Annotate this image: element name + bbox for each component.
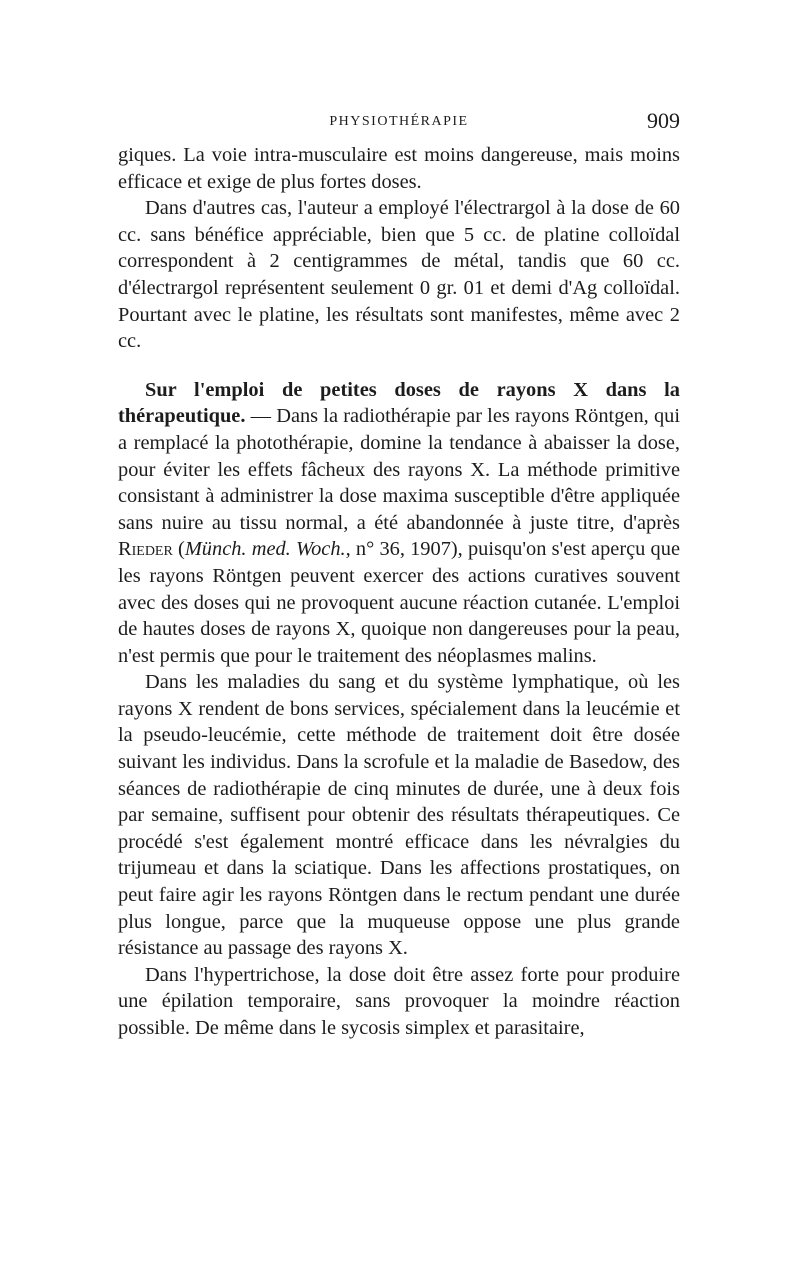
running-head [118,108,680,142]
paragraph-hypertrichose: Dans l'hypertrichose, la dose doit être assez forte pour produire une épilation temporaire, sans provoquer la moindre réaction possible. De même dans le sycosis simplex et parasitaire, [118,963,680,1039]
book-page [118,108,680,1042]
section-heading: Sur l'emploi de petites doses de rayons X dans la thérapeutique. [118,378,680,428]
reference-open: ( [172,538,185,561]
paragraph-text-part: , n° 36, 1907), puisqu'on s'est aperçu que les rayons Röntgen peuvent exercer des actions curatives souvent avec des doses qui ne provoquent aucune réaction cutanée. L'emploi de hautes doses de rayons X, quoique non dangereuses pour la peau, n'est permis que pour le traitement des néoplasmes malins. [118,538,680,667]
paragraph-maladies-sang: Dans les maladies du sang et du système lymphatique, où les rayons X rendent de bons services, spécialement dans la leucémie et la pseudo-leucémie, cette méthode de traitement doit être dosée suivant les individus. Dans la scrofule et la maladie de Basedow, des séances de radiothérapie de cinq minutes de durée, une à deux fois par semaine, suffisent pour obtenir des résultats thérapeutiques. Ce procédé s'est également montré efficace dans les névralgies du trijumeau et dans la sciatique. Dans les affections prostatiques, on peut faire agir les rayons Röntgen dans le rectum pendant une durée plus longue, parce que la muqueuse oppose une plus grande résistance au passage des rayons X. [118,671,680,960]
page-number: 909 [647,108,680,133]
running-title: PHYSIOTHÉRAPIE [329,114,469,129]
paragraph-continuation: giques. La voie intra-musculaire est moins dangereuse, mais moins efficace et exige de plus fortes doses. [118,144,680,193]
paragraph-rayons-x [118,377,680,670]
body-text [118,142,680,1042]
paragraph-text-part: — Dans la radiothérapie par les rayons Röntgen, qui a remplacé la photothérapie, domine la tendance à abaisser la dose, pour éviter les effets fâcheux des rayons X. La méthode primitive consistant à administrer la dose maxima susceptible d'être appliquée sans nuire au tissu normal, a été abandonnée à juste titre, d'après [118,405,680,534]
paragraph-electrargol: Dans d'autres cas, l'auteur a employé l'électrargol à la dose de 60 cc. sans bénéfice appréciable, bien que 5 cc. de platine colloïdal correspondent à 2 centigrammes de métal, tandis que 60 cc. d'électrargol représentent seulement 0 gr. 01 et demi d'Ag colloïdal. Pourtant avec le platine, les résultats sont manifestes, même avec 2 cc. [118,197,680,353]
journal-title: Münch. med. Woch. [184,538,346,561]
author-name: Rieder [118,538,173,561]
